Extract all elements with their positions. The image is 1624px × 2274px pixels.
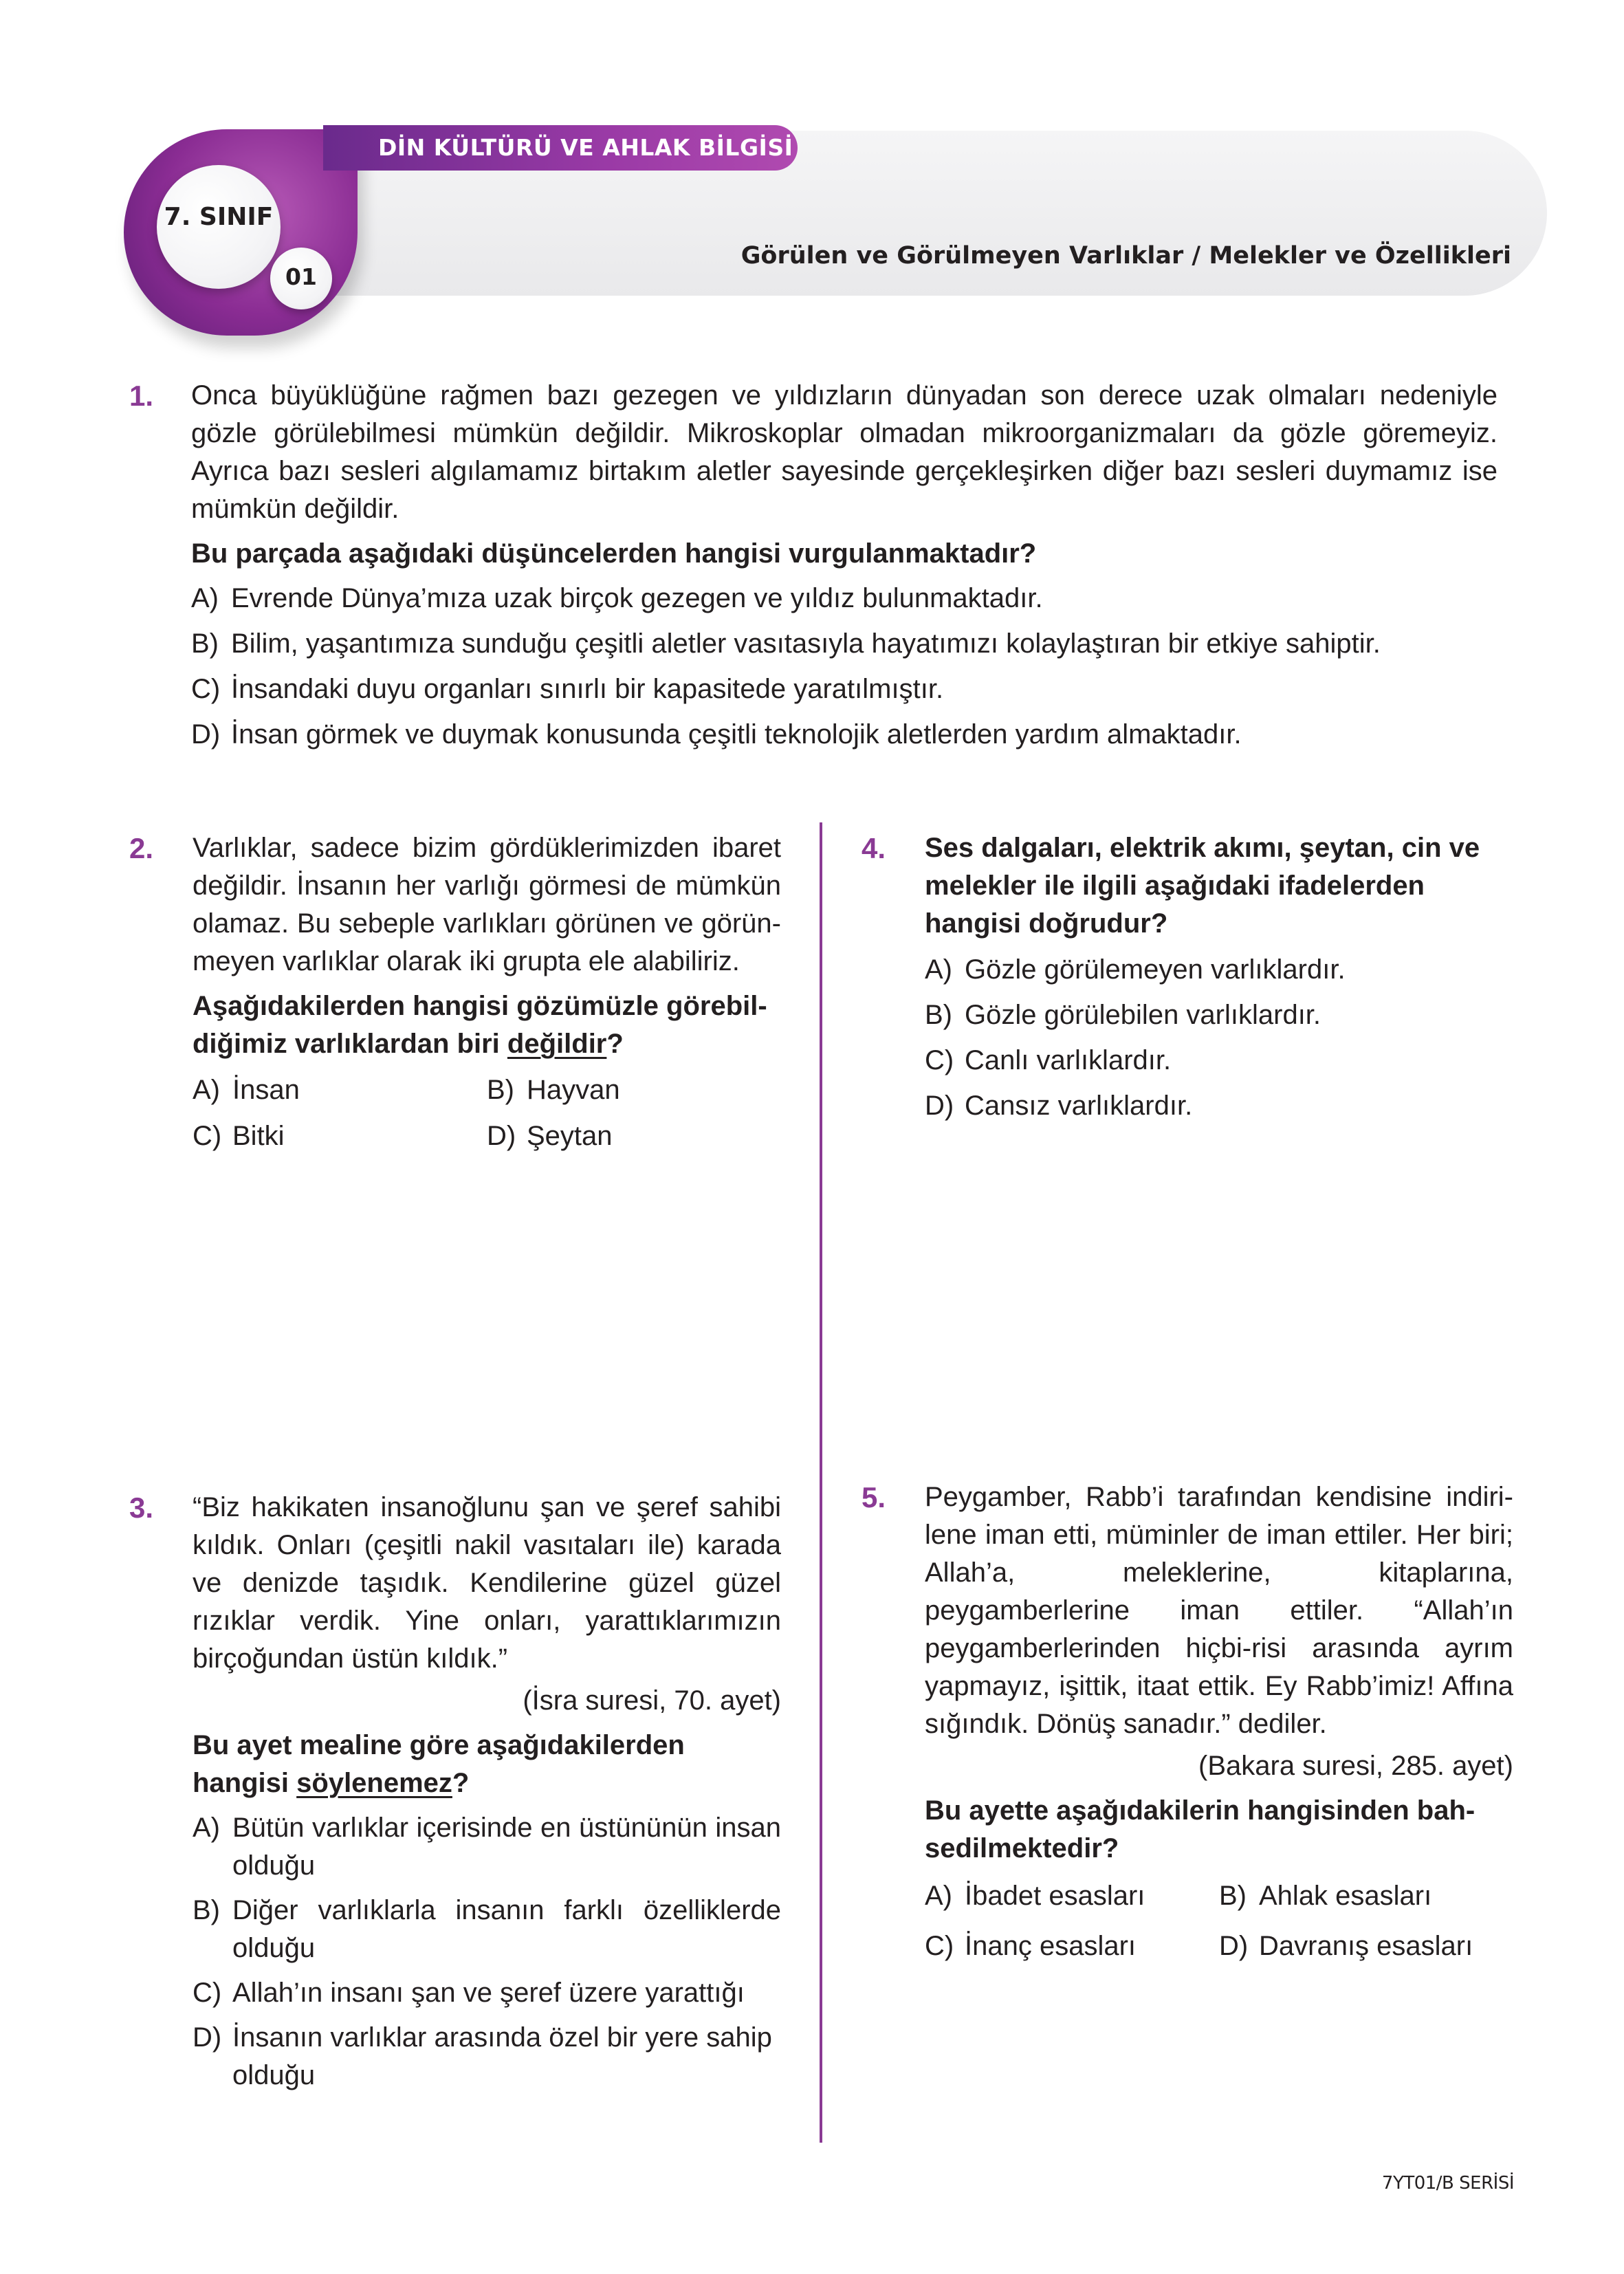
option-letter: C) [191,674,221,704]
option-b[interactable] [193,1892,781,1967]
option-letter: B) [193,1895,220,1925]
option-a[interactable] [193,1071,487,1109]
question-number: 4. [862,832,886,864]
option-letter: A) [925,1881,952,1911]
grade-label: 7. SINIF [164,203,274,231]
question-number: 1. [129,380,154,412]
option-text: Allah’ın insanı şan ve şeref üzere yarattığı [232,1978,745,2008]
option-c[interactable] [193,1117,487,1155]
option-letter: A) [193,1813,220,1843]
option-b[interactable] [1219,1877,1513,1915]
option-letter: C) [925,1045,954,1075]
question-number: 3. [129,1491,154,1524]
page-header [0,0,1624,358]
option-letter: D) [487,1121,516,1151]
option-letter: A) [193,1075,220,1105]
option-d[interactable] [487,1117,781,1155]
option-letter: A) [925,954,952,985]
question-stem-text: Aşağıdakilerden hangisi gözümüzle görebil-diğimiz varlıklardan biri [193,991,767,1059]
option-text: İnsan görmek ve duymak konusunda çeşitli teknolojik aletlerden yardım almaktadır. [231,719,1242,750]
option-text: İnsanın varlıklar arasında özel bir yere sahip olduğu [232,2022,772,2090]
unit-number: 01 [285,263,317,290]
options-row [925,1877,1513,1915]
question-passage: “Biz hakikaten insanoğlunu şan ve şeref sahibi kıldık. Onları (çeşitli nakil vasıtaları ile) karada ve denizde taşıdık. Kendilerine güzel güzel rızıklar verdik. Yine onları, yarattıklarımızın birçoğundan üstün kıldık.” [193,1492,781,1674]
option-text: İbadet esasları [965,1881,1145,1911]
option-d[interactable] [193,2019,781,2095]
option-text: Bütün varlıklar içerisinde en üstününün insan olduğu [232,1813,781,1881]
option-letter: D) [191,719,221,750]
option-a[interactable] [191,580,1497,617]
option-text: İnsan [232,1075,300,1105]
question-stem [193,987,781,1063]
option-c[interactable] [193,1974,781,2012]
option-b[interactable] [191,625,1497,663]
topic-title: Görülen ve Görülmeyen Varlıklar / Melekler ve Özellikleri [740,242,1511,270]
option-text: Davranış esasları [1259,1931,1473,1961]
option-text: Evrende Dünya’mıza uzak birçok gezegen ve yıldız bulunmaktadır. [231,583,1043,613]
option-letter: B) [1219,1881,1247,1911]
option-b[interactable] [925,996,1513,1034]
option-c[interactable] [925,1927,1219,1965]
option-text: Canlı varlıklardır. [965,1045,1172,1075]
option-letter: D) [1219,1931,1249,1961]
options-row [193,1117,781,1155]
options-row [925,1927,1513,1965]
option-letter: C) [193,1978,222,2008]
option-text: Diğer varlıklarla insanın farklı özelliklerde olduğu [232,1895,781,1963]
option-letter: B) [191,628,219,659]
column-divider [820,822,822,2143]
option-letter: B) [487,1075,514,1105]
option-letter: C) [193,1121,222,1151]
question-passage: Onca büyüklüğüne rağmen bazı gezegen ve yıldızların dünyadan son derece uzak olmaları nedeniyle gözle görülebilmesi mümkün değildir. Mikroskoplar olmadan mikroorganizmaları da gözle göremeyiz. Ayrıca bazı sesleri algılamamız birtakım aletler sayesinde gerçekleşirken diğer bazı sesleri duymamız ise mümkün değildir. [191,380,1497,524]
question-stem-underlined: değildir [507,1029,607,1059]
option-text: İnanç esasları [965,1931,1137,1961]
question-number: 2. [129,832,154,864]
option-a[interactable] [925,951,1513,989]
option-text: İnsandaki duyu organları sınırlı bir kapasitede yaratılmıştır. [231,674,944,704]
question-stem [193,1727,781,1802]
option-a[interactable] [193,1809,781,1885]
option-letter: D) [193,2022,222,2053]
question-stem-end: ? [452,1768,470,1798]
question-passage: Varlıklar, sadece bizim gördüklerimizden ibaret değildir. İnsanın her varlığı görmesi de mümkün olamaz. Bu sebeple varlıkları görünen ve görün-meyen varlıklar olarak iki grupta ele alabiliriz. [193,833,781,976]
option-c[interactable] [925,1042,1513,1080]
option-text: Bitki [232,1121,285,1151]
option-text: Gözle görülebilen varlıklardır. [965,1000,1321,1030]
option-letter: A) [191,583,219,613]
verse-source: (Bakara suresi, 285. ayet) [1198,1751,1513,1781]
option-letter: D) [925,1091,954,1121]
option-text: Cansız varlıklardır. [965,1091,1193,1121]
subject-title: DİN KÜLTÜRÜ VE AHLAK BİLGİSİ [323,125,798,171]
option-text: Hayvan [527,1075,620,1105]
option-d[interactable] [191,716,1497,754]
option-d[interactable] [925,1087,1513,1125]
question-stem-text: Bu ayet mealine göre aşağıdakilerden hangisi [193,1730,685,1798]
options-row [193,1071,781,1109]
option-text: Ahlak esasları [1259,1881,1432,1911]
series-code: 7YT01/B SERİSİ [1381,2173,1514,2194]
question-stem: Bu parçada aşağıdaki düşüncelerden hangisi vurgulanmaktadır? [191,538,1037,569]
option-letter: C) [925,1931,954,1961]
option-letter: B) [925,1000,952,1030]
verse-source: (İsra suresi, 70. ayet) [523,1685,781,1716]
option-b[interactable] [487,1071,781,1109]
option-text: Şeytan [527,1121,613,1151]
option-text: Gözle görülemeyen varlıklardır. [965,954,1346,985]
option-d[interactable] [1219,1927,1513,1965]
question-passage: Peygamber, Rabb’i tarafından kendisine indiri-lene iman etti, müminler de iman ettiler. Her biri; Allah’a, meleklerine, kitaplarına, peygamberlerine iman ettiler. “Allah’ın peygamberlerinden hiçbi-risi arasında ayrım yapmayız, işittik, itaat ettik. Ey Rabb’imiz! Affına sığındık. Dönüş sanadır.” dediler. [925,1482,1513,1739]
option-c[interactable] [191,670,1497,708]
question-number: 5. [862,1481,886,1513]
question-stem: Ses dalgaları, elektrik akımı, şeytan, cin ve melekler ile ilgili aşağıdaki ifadelerden hangisi doğrudur? [925,833,1480,939]
question-stem: Bu ayette aşağıdakilerin hangisinden bah-sedilmektedir? [925,1795,1475,1863]
question-stem-end: ? [606,1029,624,1059]
question-stem-underlined: söylenemez [296,1768,452,1798]
option-a[interactable] [925,1877,1219,1915]
option-text: Bilim, yaşantımıza sunduğu çeşitli aletler vasıtasıyla hayatımızı kolaylaştıran bir etkiye sahiptir. [231,628,1381,659]
